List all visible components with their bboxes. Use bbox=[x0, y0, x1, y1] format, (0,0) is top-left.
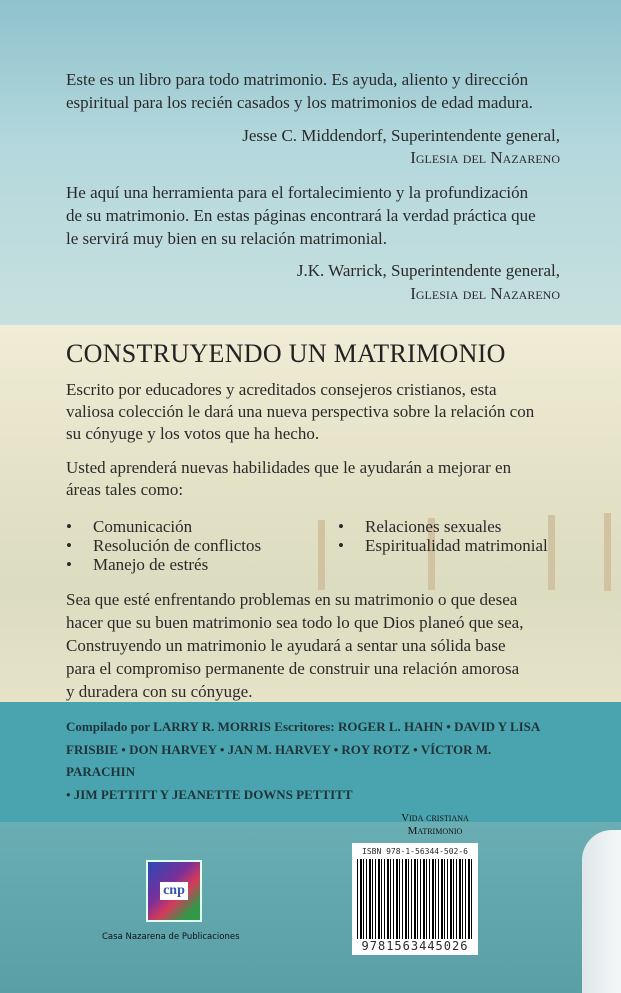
skill-item: • Manejo de estrés bbox=[66, 555, 261, 574]
quote-1-org: Iglesia del Nazareno bbox=[410, 148, 560, 167]
skill-item: • Relaciones sexuales bbox=[338, 517, 548, 536]
post bbox=[318, 520, 325, 590]
book-title: CONSTRUYENDO UN MATRIMONIO bbox=[66, 339, 506, 368]
barcode bbox=[352, 843, 478, 955]
publisher-name: Casa Nazarena de Publicaciones bbox=[102, 932, 240, 942]
category-line: Vida cristiana bbox=[401, 812, 469, 824]
closing-line: hacer que su buen matrimonio sea todo lo que Dios planeó que sea, bbox=[66, 613, 524, 632]
sand-background bbox=[0, 822, 621, 993]
quote-2-line: He aquí una herramienta para el fortalecimiento y la profundización bbox=[66, 183, 529, 202]
logo-text: cnp bbox=[160, 882, 188, 900]
skill-item: • Comunicación bbox=[66, 517, 261, 536]
contributors bbox=[66, 716, 556, 806]
intro-line: su cónyuge y los votos que ha hecho. bbox=[66, 424, 320, 443]
closing-line: Construyendo un matrimonio le ayudará a sentar una sólida base bbox=[66, 636, 506, 655]
quote-2-org: Iglesia del Nazareno bbox=[410, 284, 560, 303]
post bbox=[604, 513, 611, 591]
quote-2-author: J.K. Warrick, Superintendente general, bbox=[296, 261, 560, 280]
skills-intro-line: Usted aprenderá nuevas habilidades que le ayudarán a mejorar en bbox=[66, 458, 512, 477]
closing-line: para el compromiso permanente de construir una relación amorosa bbox=[66, 659, 520, 678]
closing-line: Sea que esté enfrentando problemas en su matrimonio o que desea bbox=[66, 590, 518, 609]
contributors-line: Compilado por LARRY R. MORRIS Escritores: ROGER L. HAHN • DAVID Y LISA bbox=[66, 719, 541, 734]
skills-list-left bbox=[66, 517, 261, 574]
intro-line: Escrito por educadores y acreditados consejeros cristianos, esta bbox=[66, 380, 497, 399]
quote-1-line: Este es un libro para todo matrimonio. Es ayuda, aliento y dirección bbox=[66, 70, 529, 89]
quote-1-author: Jesse C. Middendorf, Superintendente general, bbox=[242, 126, 560, 145]
category-label bbox=[380, 812, 490, 838]
quote-2-line: le servirá muy bien en su relación matrimonial. bbox=[66, 229, 388, 248]
barcode-bars bbox=[357, 859, 473, 939]
contributors-line: FRISBIE • DON HARVEY • JAN M. HARVEY • ROY ROTZ • VÍCTOR M. PARACHIN bbox=[66, 741, 492, 779]
post bbox=[548, 515, 555, 590]
barcode-number: 9781563445026 bbox=[361, 939, 469, 953]
quote-1-line: espiritual para los recién casados y los matrimonios de edad madura. bbox=[66, 93, 533, 112]
skills-list-right bbox=[338, 517, 548, 555]
skill-item: • Espiritualidad matrimonial bbox=[338, 536, 548, 555]
person-figure bbox=[582, 830, 621, 993]
skill-item: • Resolución de conflictos bbox=[66, 536, 261, 555]
isbn-text: ISBN 978-1-56344-502-6 bbox=[362, 847, 468, 856]
category-line: Matrimonio bbox=[407, 825, 463, 837]
contributors-line: • JIM PETTITT Y JEANETTE DOWNS PETTITT bbox=[66, 786, 353, 802]
intro-line: valiosa colección le dará una nueva perspectiva sobre la relación con bbox=[66, 402, 535, 421]
skills-intro-line: áreas tales como: bbox=[66, 480, 184, 499]
closing-line: y duradera con su cónyuge. bbox=[66, 682, 253, 701]
quote-2-line: de su matrimonio. En estas páginas encontrará la verdad práctica que bbox=[66, 206, 536, 225]
publisher-logo bbox=[146, 860, 202, 922]
